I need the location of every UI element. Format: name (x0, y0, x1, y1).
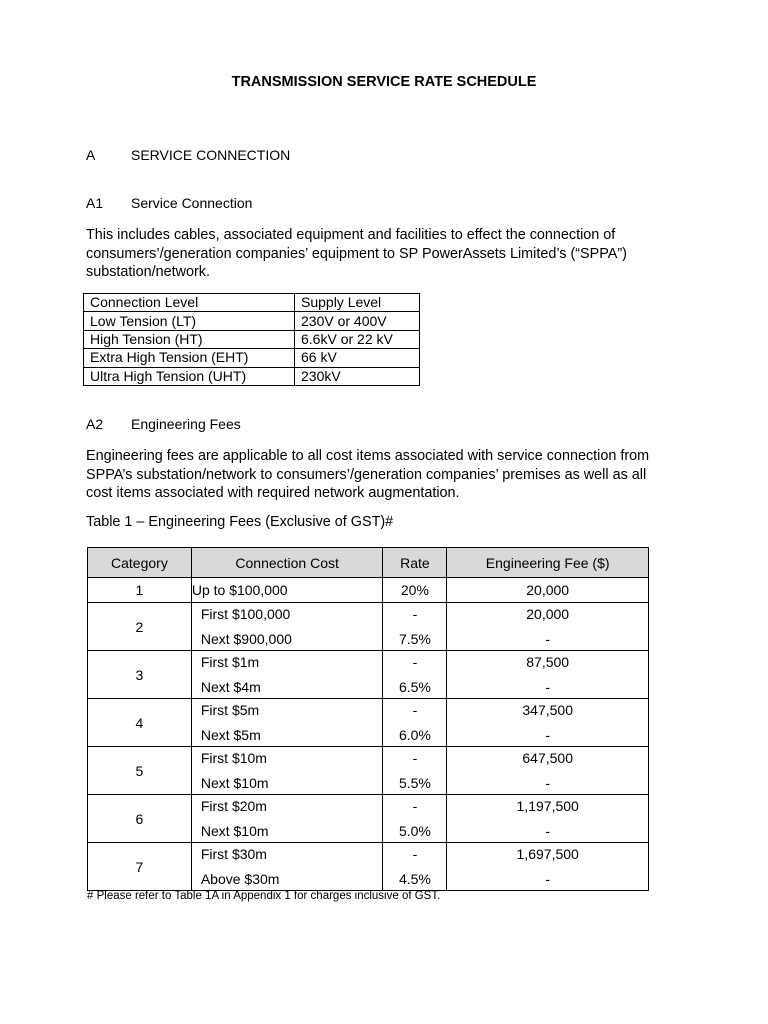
a2-heading (86, 416, 486, 434)
rate-line: - (412, 846, 418, 862)
a1-heading (86, 195, 486, 213)
cost-line: Next $10m (200, 822, 269, 839)
section-a-heading (86, 147, 486, 165)
table-row (88, 699, 649, 747)
table-cell: High Tension (HT) (84, 330, 295, 348)
table-cell: 230kV (295, 367, 420, 385)
fee-line: 1,697,500 (516, 846, 579, 862)
rate-cell: 20% (383, 578, 447, 603)
fee-line: - (545, 822, 551, 839)
fee-line: - (545, 870, 551, 887)
table-row (88, 603, 649, 651)
category-cell: 5 (88, 747, 192, 795)
cost-line: Next $10m (200, 774, 269, 791)
table-header-cell: Supply Level (295, 294, 420, 312)
rate-cell (383, 843, 447, 891)
fee-line: - (545, 678, 551, 695)
connection-level-table (83, 293, 420, 386)
cost-line: First $1m (200, 654, 260, 670)
table-header-cell: Connection Cost (191, 548, 383, 578)
table-row (88, 843, 649, 891)
connection-cost-cell (191, 699, 383, 747)
rate-line: 4.5% (398, 870, 431, 887)
fee-line: 87,500 (526, 654, 570, 670)
fee-cell (447, 603, 649, 651)
table-row (84, 312, 420, 330)
rate-line: - (412, 798, 418, 814)
section-title: Engineering Fees (131, 416, 241, 432)
cost-line: Next $4m (200, 678, 261, 695)
table-row (84, 330, 420, 348)
footnote: # Please refer to Table 1A in Appendix 1 for charges inclusive of GST. (87, 890, 441, 902)
rate-line: - (412, 606, 418, 622)
cost-line: First $100,000 (200, 606, 291, 622)
fee-line: 347,500 (522, 702, 573, 718)
engineering-fees-table (87, 547, 649, 891)
rate-line: - (412, 654, 418, 670)
rate-cell (383, 747, 447, 795)
rate-cell (383, 603, 447, 651)
table-row (84, 294, 420, 312)
section-title: Service Connection (131, 195, 253, 211)
table-row (84, 349, 420, 367)
table-header-cell: Category (88, 548, 192, 578)
table-row (88, 578, 649, 603)
paragraph-line: substation/network. (86, 264, 210, 280)
table-row (88, 747, 649, 795)
fee-cell (447, 651, 649, 699)
rate-line: 7.5% (398, 630, 431, 647)
category-cell: 4 (88, 699, 192, 747)
a2-paragraph (86, 447, 686, 503)
paragraph-line: Engineering fees are applicable to all cost items associated with service connection from (86, 448, 650, 464)
connection-cost-cell (191, 651, 383, 699)
rate-cell (383, 651, 447, 699)
table-caption: Table 1 – Engineering Fees (Exclusive of GST)# (86, 514, 394, 530)
rate-line: 5.0% (398, 822, 431, 839)
section-number: A2 (86, 416, 104, 432)
connection-cost-cell (191, 795, 383, 843)
fee-line: - (545, 630, 551, 647)
rate-line: 6.5% (398, 678, 431, 695)
cost-line: Next $5m (200, 726, 261, 743)
table-cell: Low Tension (LT) (84, 312, 295, 330)
document-title: TRANSMISSION SERVICE RATE SCHEDULE (231, 74, 537, 90)
paragraph-line: This includes cables, associated equipment and facilities to effect the connection of (86, 227, 616, 243)
connection-cost-cell (191, 603, 383, 651)
cost-line: First $20m (200, 798, 267, 814)
table-cell: 66 kV (295, 349, 420, 367)
fee-cell (447, 699, 649, 747)
table-row (88, 651, 649, 699)
section-title: SERVICE CONNECTION (131, 147, 291, 163)
section-number: A (86, 147, 96, 163)
cost-line: First $5m (200, 702, 260, 718)
fee-cell (447, 747, 649, 795)
rate-cell (383, 699, 447, 747)
fee-line: - (545, 774, 551, 791)
fee-cell (447, 795, 649, 843)
category-cell: 6 (88, 795, 192, 843)
a1-paragraph (86, 226, 686, 282)
table-cell: Ultra High Tension (UHT) (84, 367, 295, 385)
section-number: A1 (86, 195, 104, 211)
connection-cost-cell: Up to $100,000 (191, 578, 383, 603)
cost-line: First $10m (200, 750, 267, 766)
cost-line: First $30m (200, 846, 267, 862)
category-cell: 7 (88, 843, 192, 891)
paragraph-line: consumers’/generation companies’ equipment to SP PowerAssets Limited’s (“SPPA”) (86, 245, 627, 262)
table-header-row (88, 548, 649, 578)
table-cell: 230V or 400V (295, 312, 420, 330)
rate-cell (383, 795, 447, 843)
rate-line: 5.5% (398, 774, 431, 791)
table-row (88, 795, 649, 843)
fee-line: 1,197,500 (516, 798, 579, 814)
table-header-cell: Engineering Fee ($) (447, 548, 649, 578)
fee-line: 647,500 (522, 750, 573, 766)
category-cell: 2 (88, 603, 192, 651)
cost-line: Above $30m (200, 870, 280, 887)
paragraph-line: cost items associated with required network augmentation. (86, 485, 460, 501)
table-header-cell: Connection Level (84, 294, 295, 312)
table-row (84, 367, 420, 385)
rate-line: 6.0% (398, 726, 431, 743)
category-cell: 1 (88, 578, 192, 603)
table-cell: 6.6kV or 22 kV (295, 330, 420, 348)
connection-cost-cell (191, 843, 383, 891)
connection-cost-cell (191, 747, 383, 795)
cost-line: Next $900,000 (200, 630, 292, 647)
category-cell: 3 (88, 651, 192, 699)
fee-line: 20,000 (526, 606, 570, 622)
rate-line: - (412, 750, 418, 766)
fee-line: - (545, 726, 551, 743)
rate-line: - (412, 702, 418, 718)
fee-cell: 20,000 (447, 578, 649, 603)
paragraph-line: SPPA’s substation/network to consumers’/generation companies’ premises as well as all (86, 466, 647, 483)
fee-cell (447, 843, 649, 891)
table-cell: Extra High Tension (EHT) (84, 349, 295, 367)
table-header-cell: Rate (383, 548, 447, 578)
